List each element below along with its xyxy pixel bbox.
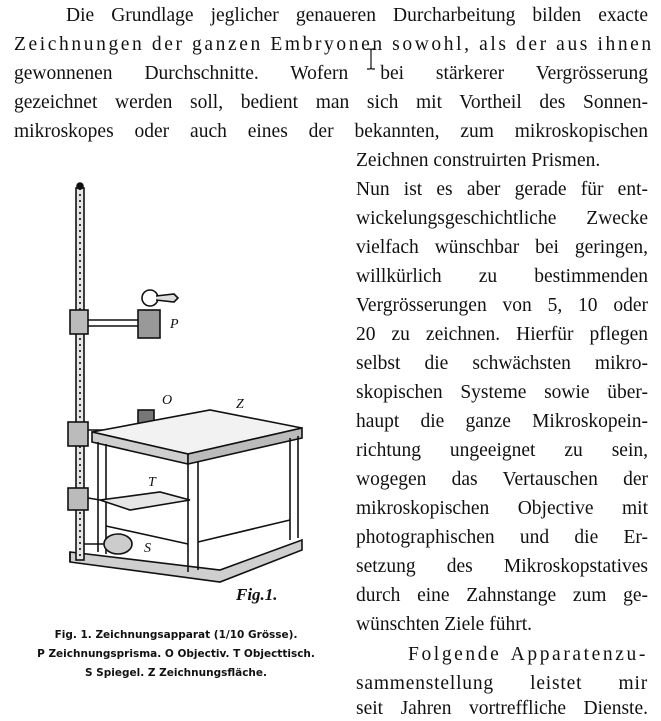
figure-letter-s: S: [144, 541, 151, 556]
text-line-25: seit Jahren vortreffliche Dienste.: [356, 698, 648, 719]
text-line-21: durch eine Zahnstange zum ge-: [356, 585, 648, 606]
text-line-6: Zeichnen construirten Prismen.: [356, 150, 601, 171]
text-line-9: vielfach wünschbar bei geringen,: [356, 237, 648, 258]
figure-letter-t: T: [148, 475, 156, 490]
text-line-23: Folgende Apparatenzu-: [408, 644, 648, 665]
figure-caption-line-3: S Spiegel. Z Zeichnungsfläche.: [84, 667, 268, 679]
text-line-24: sammenstellung leistet mir: [356, 673, 648, 694]
text-line-22: wünschten Ziele führt.: [356, 614, 532, 635]
text-line-2: Zeichnungen der ganzen Embryonen sowohl, als der aus ihnen: [14, 34, 654, 55]
figure-label: Fig.1.: [236, 585, 278, 604]
text-line-11: Vergrösserungen von 5, 10 oder: [356, 295, 648, 316]
text-line-12: 20 zu zeichnen. Hierfür pflegen: [356, 324, 648, 345]
text-line-10: willkürlich zu bestimmenden: [356, 266, 648, 287]
text-line-19: photographischen und die Er-: [356, 527, 648, 548]
text-line-1: Die Grundlage jeglicher genaueren Durcharbeitung bilden exacte: [66, 5, 648, 26]
text-line-5: mikroskopes oder auch eines der bekannten, zum mikroskopischen: [14, 121, 648, 142]
text-line-14: skopischen Systeme sowie über-: [356, 382, 648, 403]
text-line-8: wickelungsgeschichtliche Zwecke: [356, 208, 648, 229]
figure-caption-line-2: P Zeichnungsprisma. O Objectiv. T Objecttisch.: [37, 648, 315, 660]
figure-letter-o: O: [162, 393, 173, 408]
text-line-4: gezeichnet werden soll, bedient man sich mit Vortheil des Sonnen-: [14, 92, 648, 113]
text-cursor-icon: [366, 48, 376, 70]
text-line-18: mikroskopischen Objective mit: [356, 498, 648, 519]
text-line-7: Nun ist es aber gerade für ent-: [356, 179, 648, 200]
text-line-13: selbst die schwächsten mikro-: [356, 353, 648, 374]
figure-letter-p: P: [170, 317, 179, 332]
text-line-20: setzung des Mikroskopstatives: [356, 556, 648, 577]
text-line-15: haupt die ganze Mikroskopein-: [356, 411, 648, 432]
figure-letter-z: Z: [236, 397, 244, 412]
figure-caption-line-1: Fig. 1. Zeichnungsapparat (1/10 Grösse).: [54, 629, 298, 641]
drawing-apparatus-figure: [40, 170, 340, 610]
text-line-16: richtung ungeeignet zu sein,: [356, 440, 648, 461]
text-line-17: wogegen das Vertauschen der: [356, 469, 648, 490]
text-line-3: gewonnenen Durchschnitte. Wofern bei stärkerer Vergrösserung: [14, 63, 648, 84]
